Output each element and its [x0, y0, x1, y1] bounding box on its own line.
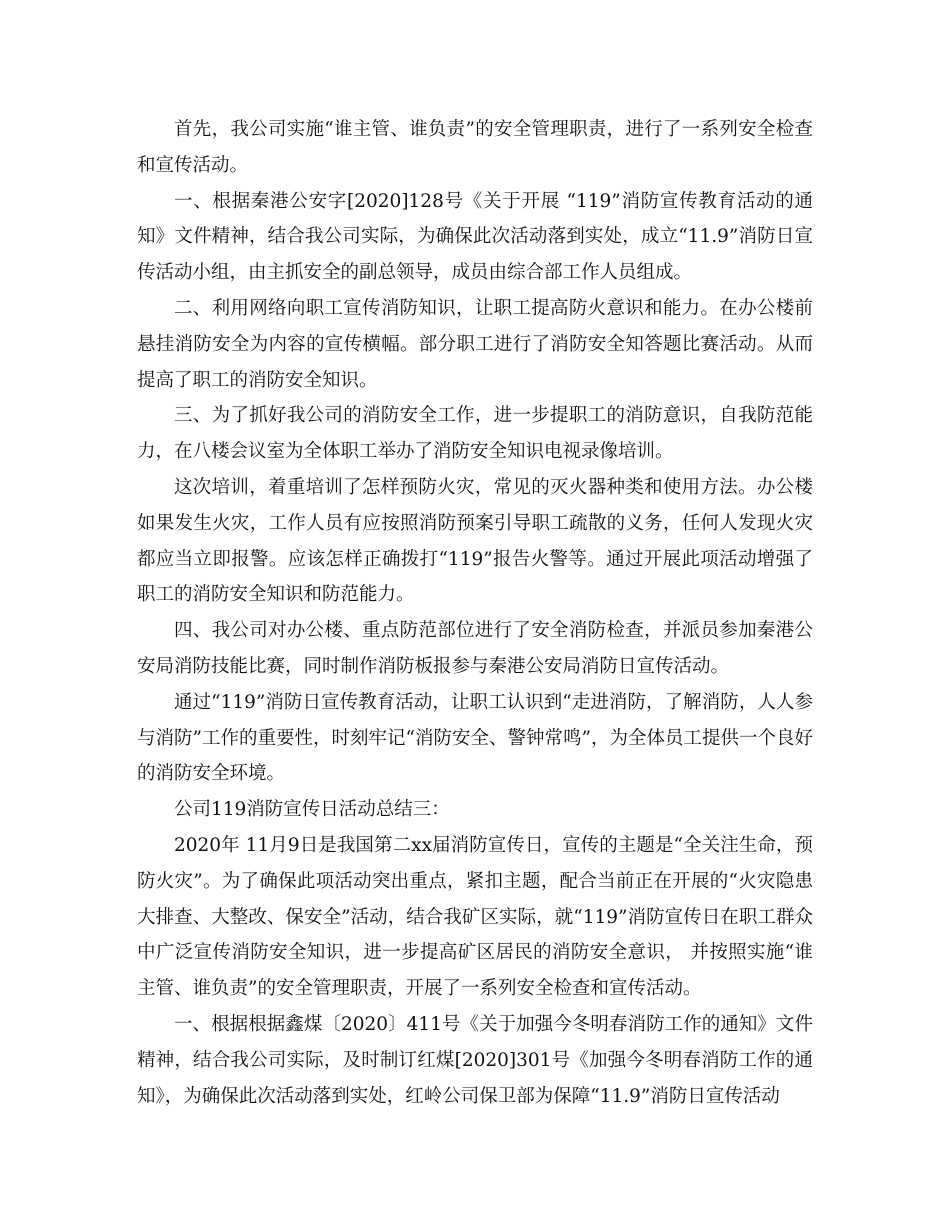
paragraph-training: 这次培训，着重培训了怎样预防火灾，常见的灭火器种类和使用方法。办公楼如果发生火灾，工作人员有应按照消防预案引导职工疏散的义务，任何人发现火灾都应当立即报警。应该怎样正确拨打“119”报告火警等。通过开展此项活动增强了职工的消防安全知识和防范能力。 — [137, 476, 813, 606]
paragraph-item-2: 二、利用网络向职工宣传消防知识，让职工提高防火意识和能力。在办公楼前悬挂消防安全为内容的宣传横幅。部分职工进行了消防安全知答题比赛活动。从而提高了职工的消防安全知识。 — [137, 297, 813, 391]
paragraph-section-item-1: 一、根据根据鑫煤〔2020〕411号《关于加强今冬明春消防工作的通知》文件精神，结合我公司实际，及时制订红煤[2020]301号《加强今冬明春消防工作的通知》，为确保此次活动落到实处，红岭公司保卫部为保障“11.9”消防日宣传活动 — [137, 1013, 813, 1107]
paragraph-item-4: 四、我公司对办公楼、重点防范部位进行了安全消防检查，并派员参加秦港公安局消防技能比赛，同时制作消防板报参与秦港公安局消防日宣传活动。 — [137, 620, 813, 677]
paragraph-section-intro: 2020年 11月9日是我国第二xx届消防宣传日，宣传的主题是“全关注生命，预防火灾”。为了确保此项活动突出重点，紧扣主题，配合当前正在开展的“火灾隐患大排查、大整改、保安全”活动，结合我矿区实际，就“119”消防宣传日在职工群众中广泛宣传消防安全知识，进一步提高矿区居民的消防安全意识， 并按照实施“谁主管、谁负责”的安全管理职责，开展了一系列安全检查和宣传活动。 — [137, 834, 813, 1000]
paragraph-conclusion: 通过“119”消防日宣传教育活动，让职工认识到“走进消防，了解消防，人人参与消防”工作的重要性，时刻牢记“消防安全、警钟常鸣”，为全体员工提供一个良好的消防安全环境。 — [137, 691, 813, 785]
paragraph-intro: 首先，我公司实施“谁主管、谁负责”的安全管理职责，进行了一系列安全检查和宣传活动。 — [137, 119, 813, 176]
section-heading: 公司119消防宣传日活动总结三： — [174, 799, 450, 821]
paragraph-item-3: 三、为了抓好我公司的消防安全工作，进一步提职工的消防意识，自我防范能力，在八楼会议室为全体职工举办了消防安全知识电视录像培训。 — [137, 405, 813, 463]
paragraph-item-1: 一、根据秦港公安字[2020]128号《关于开展 “119”消防宣传教育活动的通知》文件精神，结合我公司实际，为确保此次活动落到实处，成立“11.9”消防日宣传活动小组，由主抓安全的副总领导，成员由综合部工作人员组成。 — [137, 190, 813, 284]
document-body — [137, 112, 813, 1114]
